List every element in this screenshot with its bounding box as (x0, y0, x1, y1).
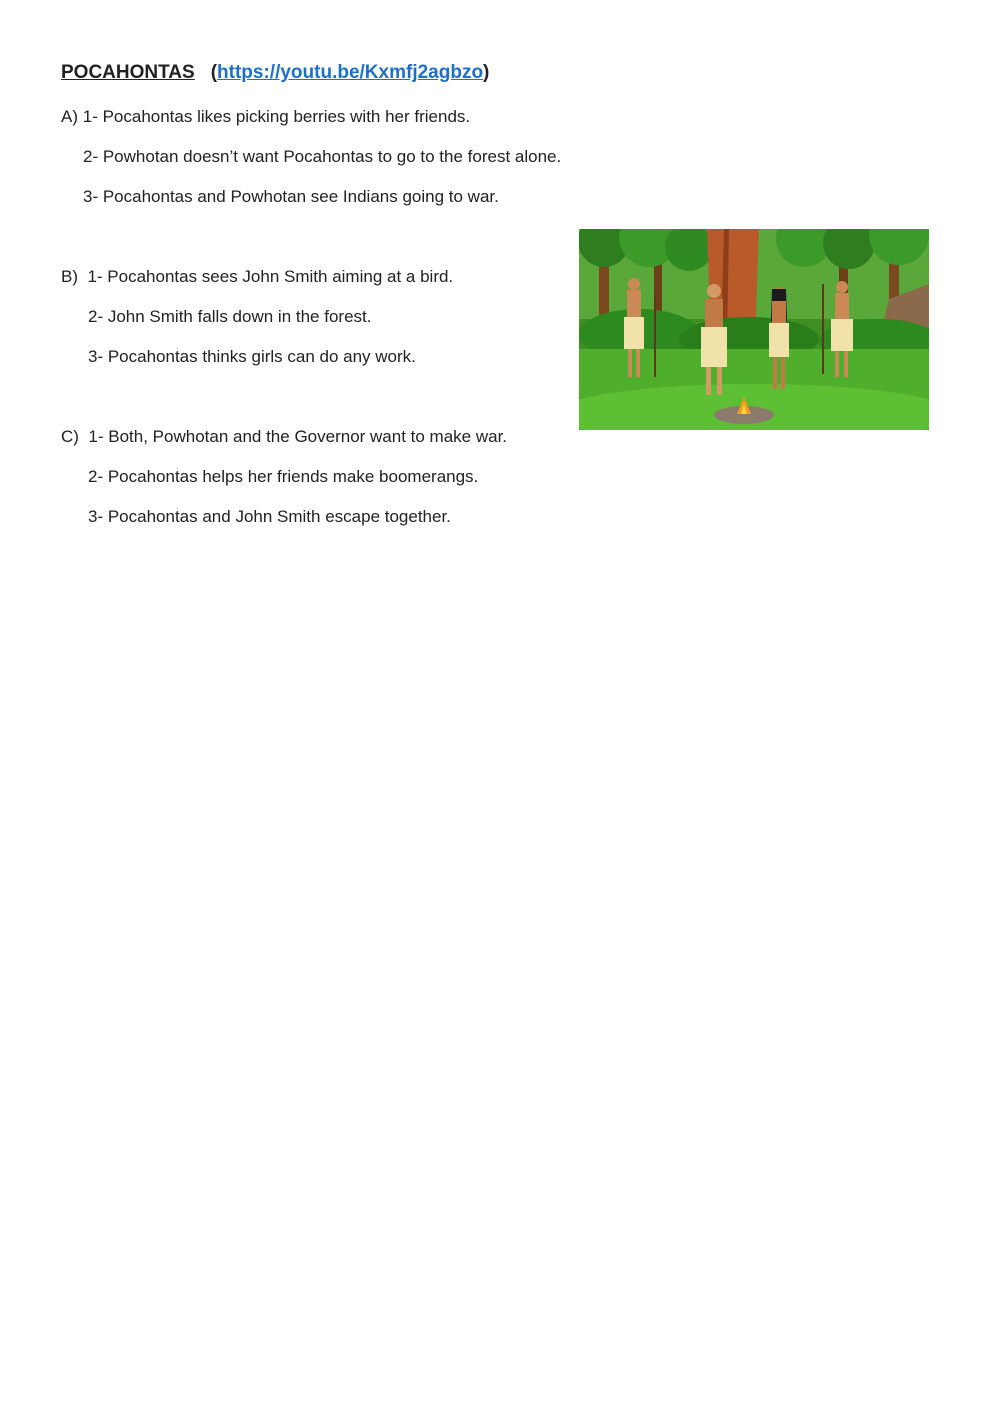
statement-c1-text: 1- Both, Powhotan and the Governor want to make war. (88, 427, 508, 446)
worksheet-title-line (61, 62, 489, 84)
section-b-label: B) (61, 267, 78, 286)
paren-open: ( (210, 62, 218, 83)
statement-b1 (61, 267, 453, 287)
youtube-link[interactable]: https://youtu.be/Kxmfj2agbzo (217, 62, 484, 83)
forest-scene-illustration (579, 229, 929, 430)
paren-close: ) (483, 62, 490, 83)
section-c-label: C) (61, 427, 79, 446)
statement-c2: 2- Pocahontas helps her friends make boomerangs. (88, 467, 479, 486)
statement-c1 (61, 427, 507, 447)
statement-a3: 3- Pocahontas and Powhotan see Indians going to war. (83, 187, 499, 206)
statement-c3: 3- Pocahontas and John Smith escape together. (88, 507, 451, 526)
worksheet-title: POCAHONTAS (61, 62, 195, 83)
statement-a1 (61, 107, 470, 127)
section-a-label: A) (61, 107, 78, 126)
statement-a1-text: 1- Pocahontas likes picking berries with her friends. (82, 107, 471, 126)
statement-b2: 2- John Smith falls down in the forest. (88, 307, 372, 326)
statement-b1-text: 1- Pocahontas sees John Smith aiming at a bird. (87, 267, 454, 286)
statement-b3: 3- Pocahontas thinks girls can do any work. (88, 347, 416, 366)
statement-a2: 2- Powhotan doesn’t want Pocahontas to go to the forest alone. (83, 147, 562, 166)
